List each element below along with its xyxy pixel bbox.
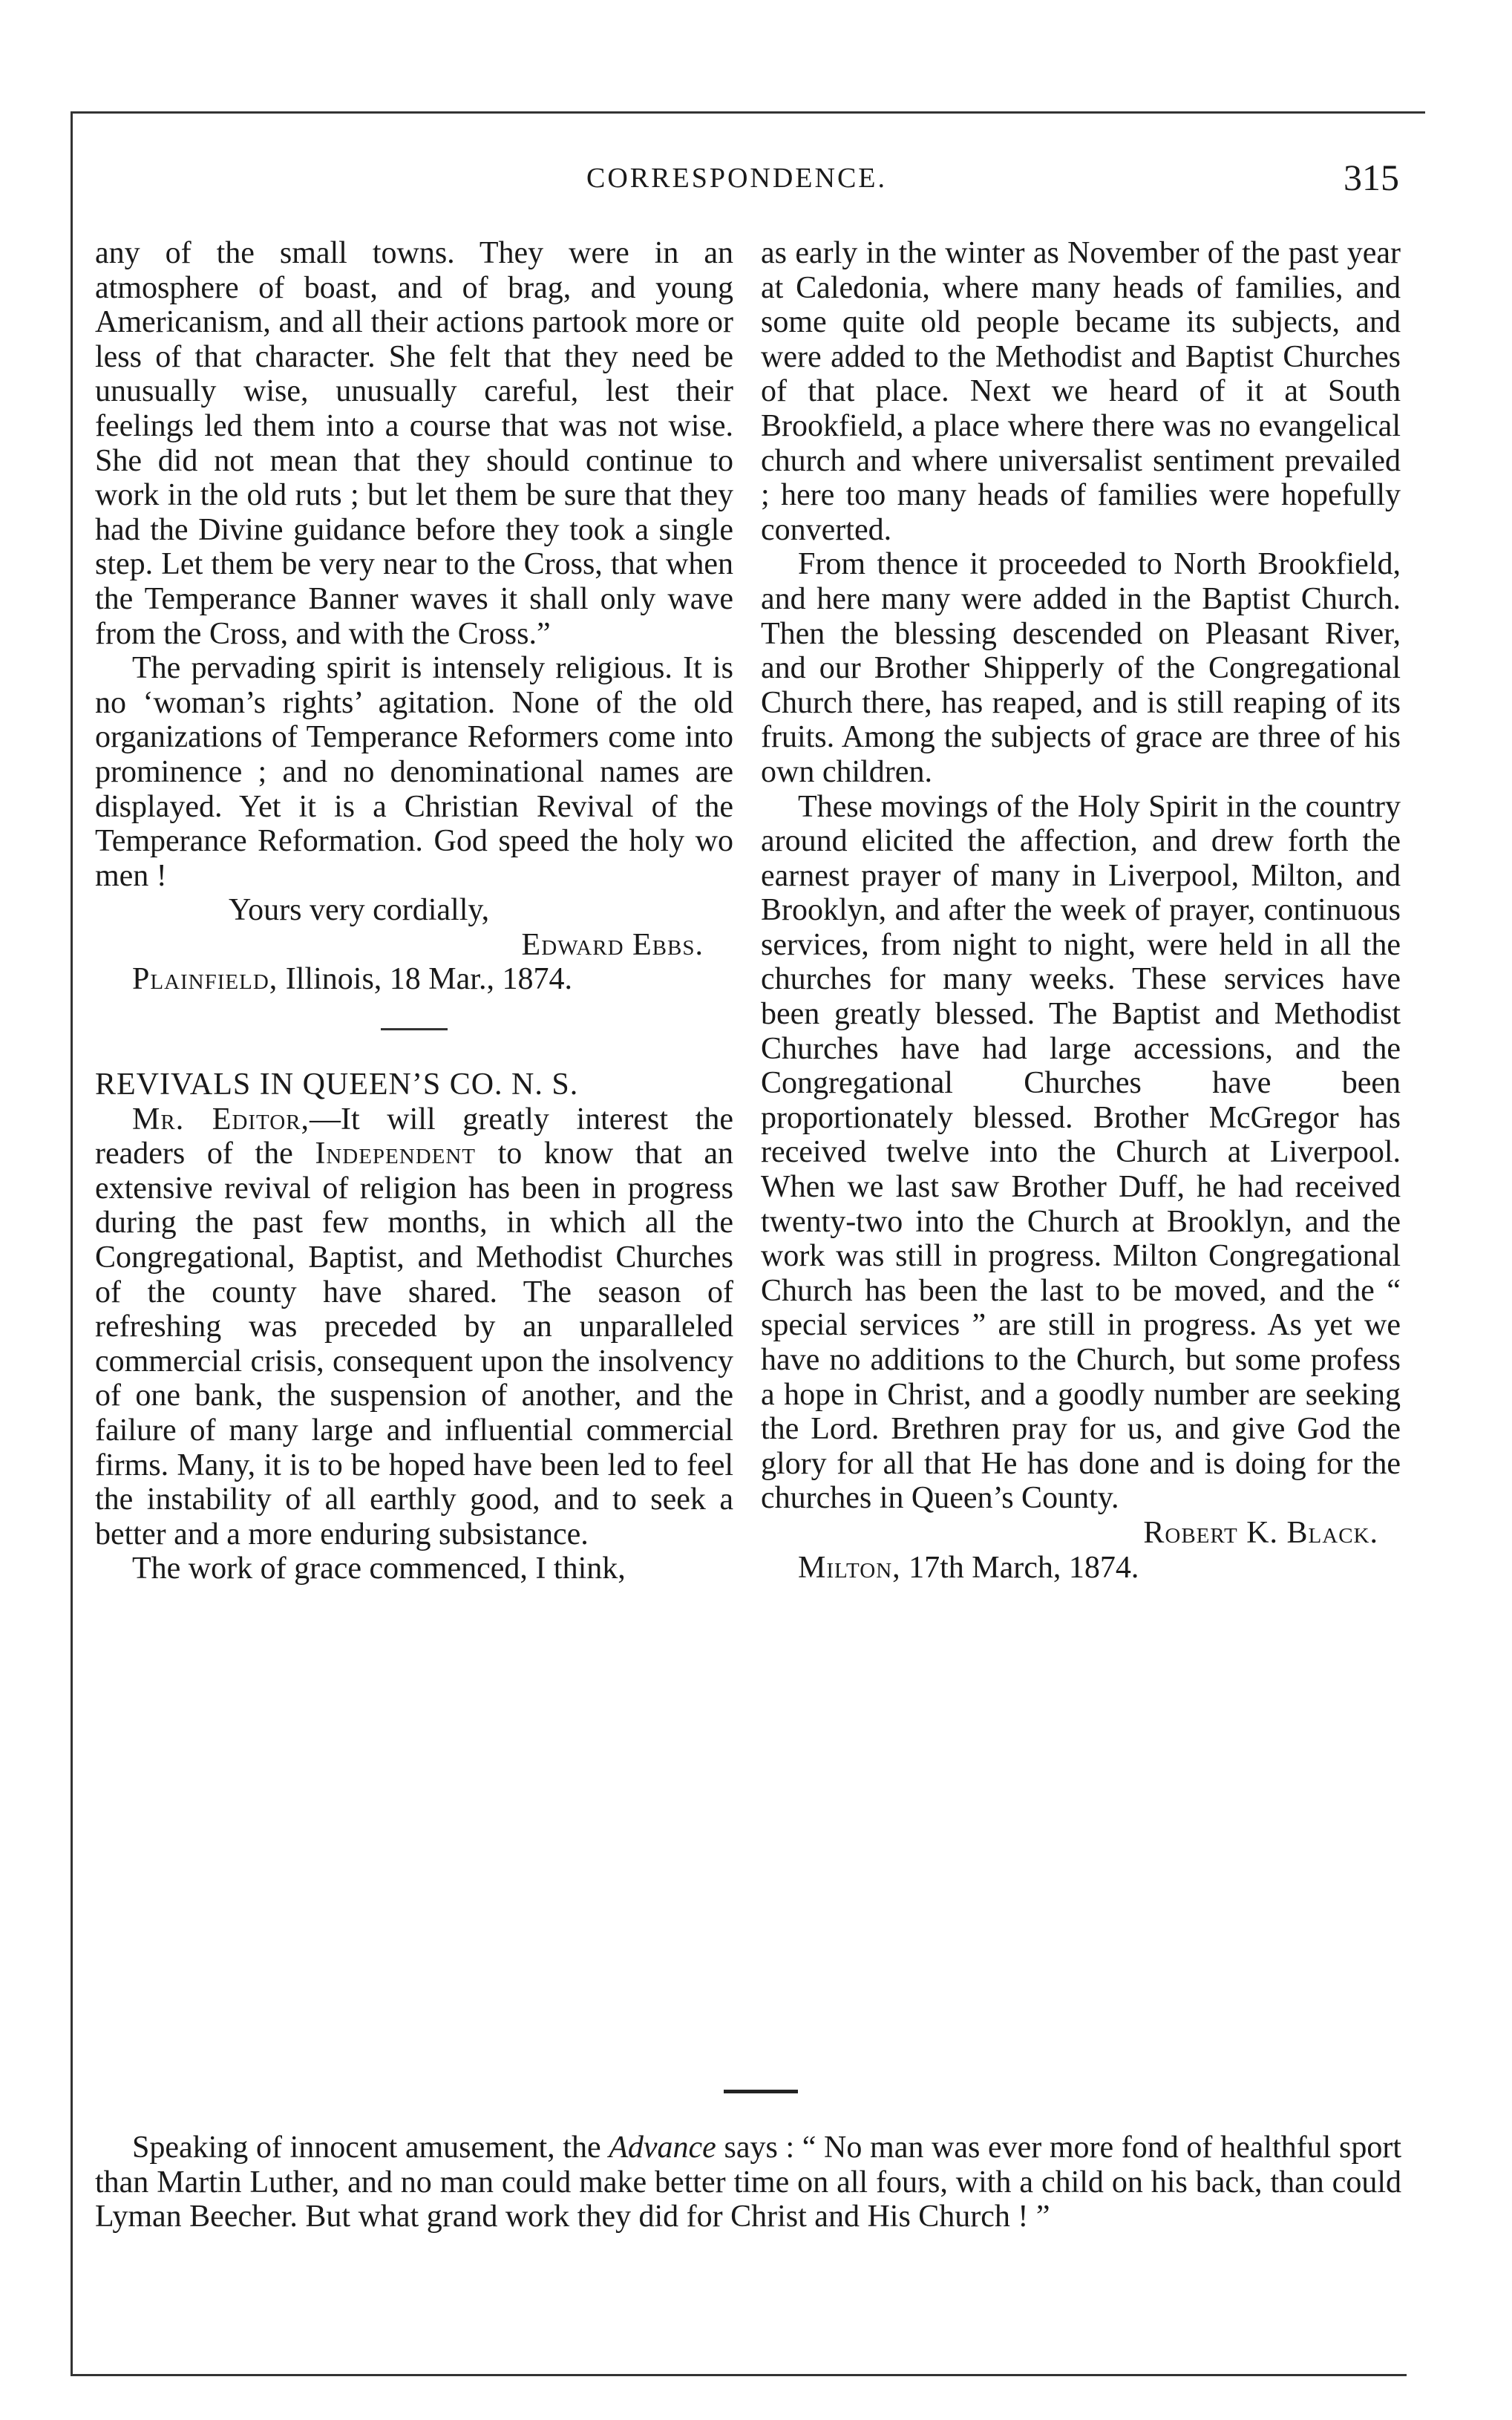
center-divider (724, 2090, 798, 2093)
dateline-rest: Illinois, 18 Mar., 1874. (278, 962, 572, 997)
bottom-paragraph (95, 2130, 1401, 2234)
letter-signature: Edward Ebbs. (521, 927, 704, 962)
journal-name: Independent (315, 1137, 477, 1171)
section-divider (381, 1028, 448, 1030)
left-column (95, 236, 733, 1586)
page-number: 315 (1344, 157, 1399, 198)
letter-p1-part-a: —It will greatly interest the readers of the (95, 1102, 733, 1171)
page-frame-top-rule (71, 111, 1425, 114)
dateline-place: Plainfield, (132, 962, 278, 997)
letter-signoff: Yours very cordially, (229, 893, 490, 928)
revival-dateline (761, 1551, 1401, 1586)
salutation: Mr. Editor, (132, 1102, 310, 1137)
letter-paragraph-1 (95, 1102, 733, 1552)
right-paragraph-2: From thence it proceeded to North Brookfield, and here many were added in the Baptist Church. Then the blessing descended on Pleasant River, and our Brother Shipperly of the Congregational Church there, has reaped, and is still reaping of its fruits. Among the subjects of grace are three of his own children. (761, 547, 1401, 789)
revival-signature: Robert K. Black. (1143, 1515, 1378, 1550)
right-column (761, 236, 1401, 1585)
revival-dateline-place: Milton, (798, 1550, 901, 1585)
bottom-note (95, 2130, 1401, 2234)
running-head: CORRESPONDENCE. (586, 163, 887, 194)
left-paragraph-2: The pervading spirit is intensely religious. It is no ‘woman’s rights’ agitation. None of the old organizations of Temperance Reformers come into prominence ; and no denominational names are displayed. Yet it is a Christian Revival of the Temperance Reformation. God speed the holy wo men ! (95, 651, 733, 893)
section-heading: REVIVALS IN QUEEN’S CO. N. S. (95, 1067, 579, 1102)
bottom-text-a: Speaking of innocent amusement, the (132, 2130, 609, 2165)
right-paragraph-1: as early in the winter as November of the past year at Caledonia, where many heads of families, and some quite old people became its subjects, and were added to the Methodist and Baptist Churches of that place. Next we heard of it at South Brookfield, a place where there was no evangelical church and where universalist sentiment prevailed ; here too many heads of families were hopefully converted. (761, 236, 1401, 547)
letter-paragraph-2-start: The work of grace commenced, I think, (132, 1551, 626, 1586)
publication-name: Advance (609, 2130, 716, 2165)
bottom-text-b: says : “ No man was ever more fond of healthful sport than Martin Luther, and no man could make better time on all fours, with a child on his back, than could Lyman Beecher. But what grand work they did for Christ and His Church ! ” (95, 2130, 1401, 2234)
page-frame-left-rule (71, 111, 73, 2375)
letter-dateline (95, 962, 733, 997)
left-paragraph-1: any of the small towns. They were in an atmosphere of boast, and of brag, and young Americanism, and all their actions partook more or less of that character. She felt that they need be unusually wise, unusually careful, lest their feelings led them into a course that was not wise. She did not mean that they should continue to work in the old ruts ; but let them be sure that they had the Divine guidance before they took a single step. Let them be very near to the Cross, that when the Temperance Banner waves it shall only wave from the Cross, and with the Cross.” (95, 236, 733, 651)
letter-p1-part-b: to know that an extensive revival of religion has been in progress during the past few months, in which all the Congregational, Baptist, and Methodist Churches of the county have shared. The season of refreshing was preceded by an unparalleled commercial crisis, consequent upon the insolvency of one bank, the suspension of another, and the failure of many large and influential commercial firms. Many, it is to be hoped have been led to feel the instability of all earthly good, and to seek a better and a more enduring subsistance. (95, 1137, 734, 1551)
page-frame-bottom-rule (71, 2374, 1407, 2376)
right-paragraph-3: These movings of the Holy Spirit in the country around elicited the affection, and drew forth the earnest prayer of many in Liverpool, Milton, and Brooklyn, and after the week of prayer, continuous services, from night to night, were held in all the churches for many weeks. These services have been greatly blessed. The Baptist and Methodist Churches have had large accessions, and the Congregational Churches have been proportionately blessed. Brother McGregor has received twelve into the Church at Liverpool. When we last saw Brother Duff, he had received twenty-two into the Church at Brooklyn, and the work was still in progress. Milton Congregational Church has been the last to be moved, and the “ special services ” are still in progress. As yet we have no additions to the Church, but some profess a hope in Christ, and a goodly number are seeking the Lord. Brethren pray for us, and give God the glory for all that He has done and is doing for the churches in Queen’s County. (761, 789, 1401, 1516)
revival-dateline-rest: 17th March, 1874. (900, 1550, 1139, 1585)
page-header (0, 157, 1512, 206)
